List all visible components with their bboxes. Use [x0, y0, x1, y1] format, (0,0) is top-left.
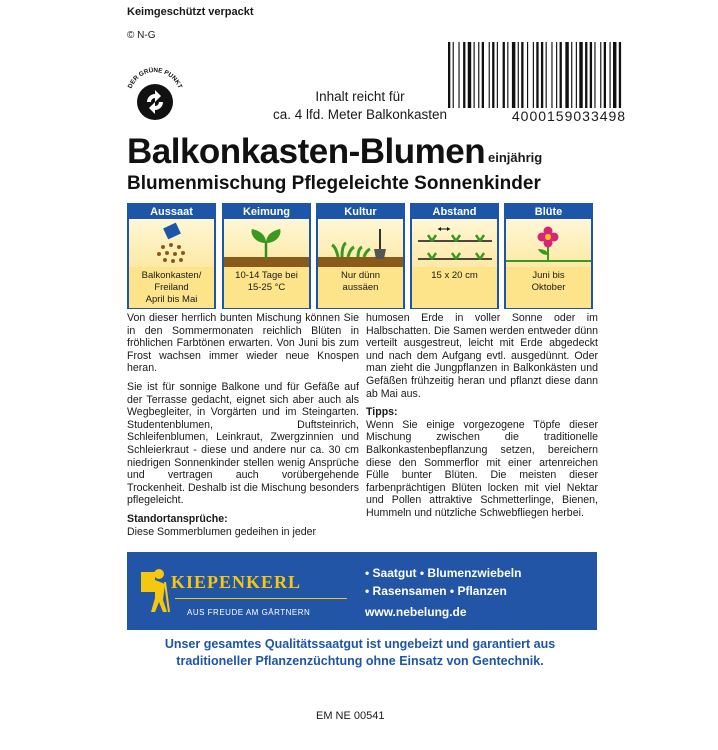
barcode-bar	[613, 42, 616, 108]
shovel-plant-icon	[318, 219, 403, 267]
product-title: Balkonkasten-Blumen	[127, 132, 486, 171]
kiepenkerl-mascot-icon	[139, 564, 171, 619]
panel-header: Keimung	[224, 205, 309, 219]
barcode-bar	[521, 42, 523, 108]
barcode-bar	[600, 42, 601, 108]
paragraph: humosen Erde in voller Sonne oder im Halbschatten. Die Samen werden entweder dünn verteilt ausgestreut, leicht mit Erde abgedeckt und nach dem Aufgang evtl. ausgedünnt. Oder man zieht die Jungpflanzen in Balkonkästen und Gefäßen frühzeitig heran und pflanzt diese dann ab Mai aus.	[366, 312, 598, 400]
section-heading: Tipps:	[366, 406, 398, 419]
paragraph: Wenn Sie einige vorgezogene Töpfe dieser Mischung zwischen die traditionelle Balkonkastenbepflanzung setzen, bereichern diese den Sommerflor mit einer artenreichen Fülle bunter Blüten. Die meisten dieser farbenprächtigen Blüten locken mit viel Nektar und Pollen attraktive Schmetterlinge, Bienen, Hummeln und nützliche Schwebfliegen herbei.	[366, 418, 598, 519]
panel-text-line: 10-14 Tage bei	[235, 270, 298, 281]
quality-statement	[140, 636, 580, 670]
article-code: EM NE 00541	[316, 710, 385, 722]
barcode-bar	[546, 42, 547, 108]
barcode-bar	[497, 42, 498, 108]
panel-keimung	[222, 203, 311, 309]
barcode-bar	[507, 42, 508, 108]
germ-protected-label: Keimgeschützt verpackt	[127, 6, 254, 18]
panel-aussaat	[127, 203, 216, 309]
panel-text-line: Freiland	[154, 282, 189, 293]
quality-line2: traditioneller Pflanzenzüchtung ohne Einsatz von Gentechnik.	[176, 654, 544, 668]
barcode-bar	[489, 42, 490, 108]
barcode-bar	[527, 42, 528, 108]
panel-text-line: April bis Mai	[145, 294, 198, 305]
barcode-bar	[482, 42, 484, 108]
panel-text-line: Balkonkasten/	[141, 270, 202, 281]
barcode-bar	[579, 42, 582, 108]
barcode-bar	[560, 42, 562, 108]
barcode-bar	[585, 42, 587, 108]
barcode-bar	[571, 42, 572, 108]
content-info-line2: ca. 4 lfd. Meter Balkonkasten	[272, 107, 448, 122]
panel-text-line: 15-25 °C	[247, 282, 286, 293]
quality-line1: Unser gesamtes Qualitätssaatgut ist ungebeizt und garantiert aus	[164, 637, 556, 651]
panel-text-line: Juni bis	[532, 270, 565, 281]
brand-slogan: AUS FREUDE AM GÄRTNERN	[187, 608, 311, 617]
barcode-bar	[503, 42, 505, 108]
barcode-bar	[556, 42, 557, 108]
barcode-bar	[448, 42, 450, 108]
section-heading: Standortansprüche:	[127, 512, 228, 525]
panel-header: Aussaat	[129, 205, 214, 219]
panel-abstand	[410, 203, 499, 309]
divider	[175, 598, 347, 599]
barcode-bar	[468, 42, 471, 108]
panel-header: Kultur	[318, 205, 403, 219]
paragraph: Sie ist für sonnige Balkone und für Gefäße auf der Terrasse gedacht, eignet sich aber auch als Wegbegleiter, in Vorgärten und im Steingarten. Studentenblumen, Duftsteinrich, Schleifenblumen, Leinkraut, Zwergzinnien und Schleierkraut - diese und andere nur ca. 30 cm niedrigen Sonnenkinder stellen wenig Ansprüche und vertragen auch vorübergehende Trockenheit. Deshalb ist die Mischung besonders pflegeleicht.	[127, 380, 359, 507]
barcode	[448, 42, 686, 108]
seed-packet-icon	[129, 219, 214, 267]
copyright-label: © N-G	[127, 30, 156, 41]
spacing-icon	[412, 219, 497, 267]
panel-text-line: Oktober	[531, 282, 566, 293]
barcode-bar	[541, 42, 543, 108]
barcode-bar	[565, 42, 568, 108]
barcode-bar	[492, 42, 494, 108]
barcode-bar	[458, 42, 459, 108]
logo-text: DER GRÜNE PUNKT	[126, 66, 184, 90]
barcode-bar	[551, 42, 552, 108]
barcode-bar	[604, 42, 606, 108]
product-subtitle: Blumenmischung Pflegeleichte Sonnenkinder	[127, 173, 541, 194]
barcode-number: 4000159033498	[511, 108, 627, 124]
content-info-line1: Inhalt reicht für	[315, 89, 405, 104]
panel-text	[224, 267, 309, 308]
seedling-icon	[224, 219, 309, 267]
gruener-punkt-logo	[120, 62, 190, 132]
panel-text-line: Nur dünn	[340, 270, 381, 281]
paragraph: Diese Sommerblumen gedeihen in jeder	[127, 525, 317, 538]
barcode-bar	[610, 42, 611, 108]
content-info	[270, 88, 450, 124]
product-list-line2: • Rasensamen • Pflanzen	[365, 584, 507, 598]
barcode-bar	[590, 42, 592, 108]
paragraph: Von dieser herrlich bunten Mischung können Sie in den Sommermonaten reichlich Blüten in fröhlichen Farbtönen erwarten. Von Juni bis zum Frost wachsen immer wieder neue Knospen heran.	[127, 312, 359, 375]
barcode-bar	[518, 42, 519, 108]
panel-text	[412, 267, 497, 308]
barcode-bar	[463, 42, 465, 108]
panel-text	[129, 267, 214, 308]
panel-text-line: aussäen	[342, 282, 379, 293]
website-link: www.nebelung.de	[365, 605, 467, 619]
barcode-bar	[619, 42, 621, 108]
panel-bluete	[504, 203, 593, 309]
barcode-bar	[474, 42, 475, 108]
panel-kultur	[316, 203, 405, 309]
barcode-bar	[536, 42, 538, 108]
annual-label: einjährig	[488, 150, 543, 165]
barcode-bar	[533, 42, 534, 108]
barcode-bar	[512, 42, 515, 108]
panel-text	[318, 267, 403, 308]
text-column-left	[127, 312, 359, 538]
barcode-bar	[594, 42, 595, 108]
barcode-bar	[576, 42, 577, 108]
panel-text-line: 15 x 20 cm	[431, 270, 478, 281]
panel-header: Blüte	[506, 205, 591, 219]
product-list-line1: • Saatgut • Blumenzwiebeln	[365, 566, 522, 580]
panel-header: Abstand	[412, 205, 497, 219]
text-column-right	[366, 312, 598, 520]
panel-text	[506, 267, 591, 308]
brand-banner	[127, 552, 597, 630]
barcode-bar	[453, 42, 454, 108]
flower-icon	[506, 219, 591, 267]
barcode-bar	[478, 42, 479, 108]
brand-name: KIEPENKERL	[171, 572, 302, 592]
